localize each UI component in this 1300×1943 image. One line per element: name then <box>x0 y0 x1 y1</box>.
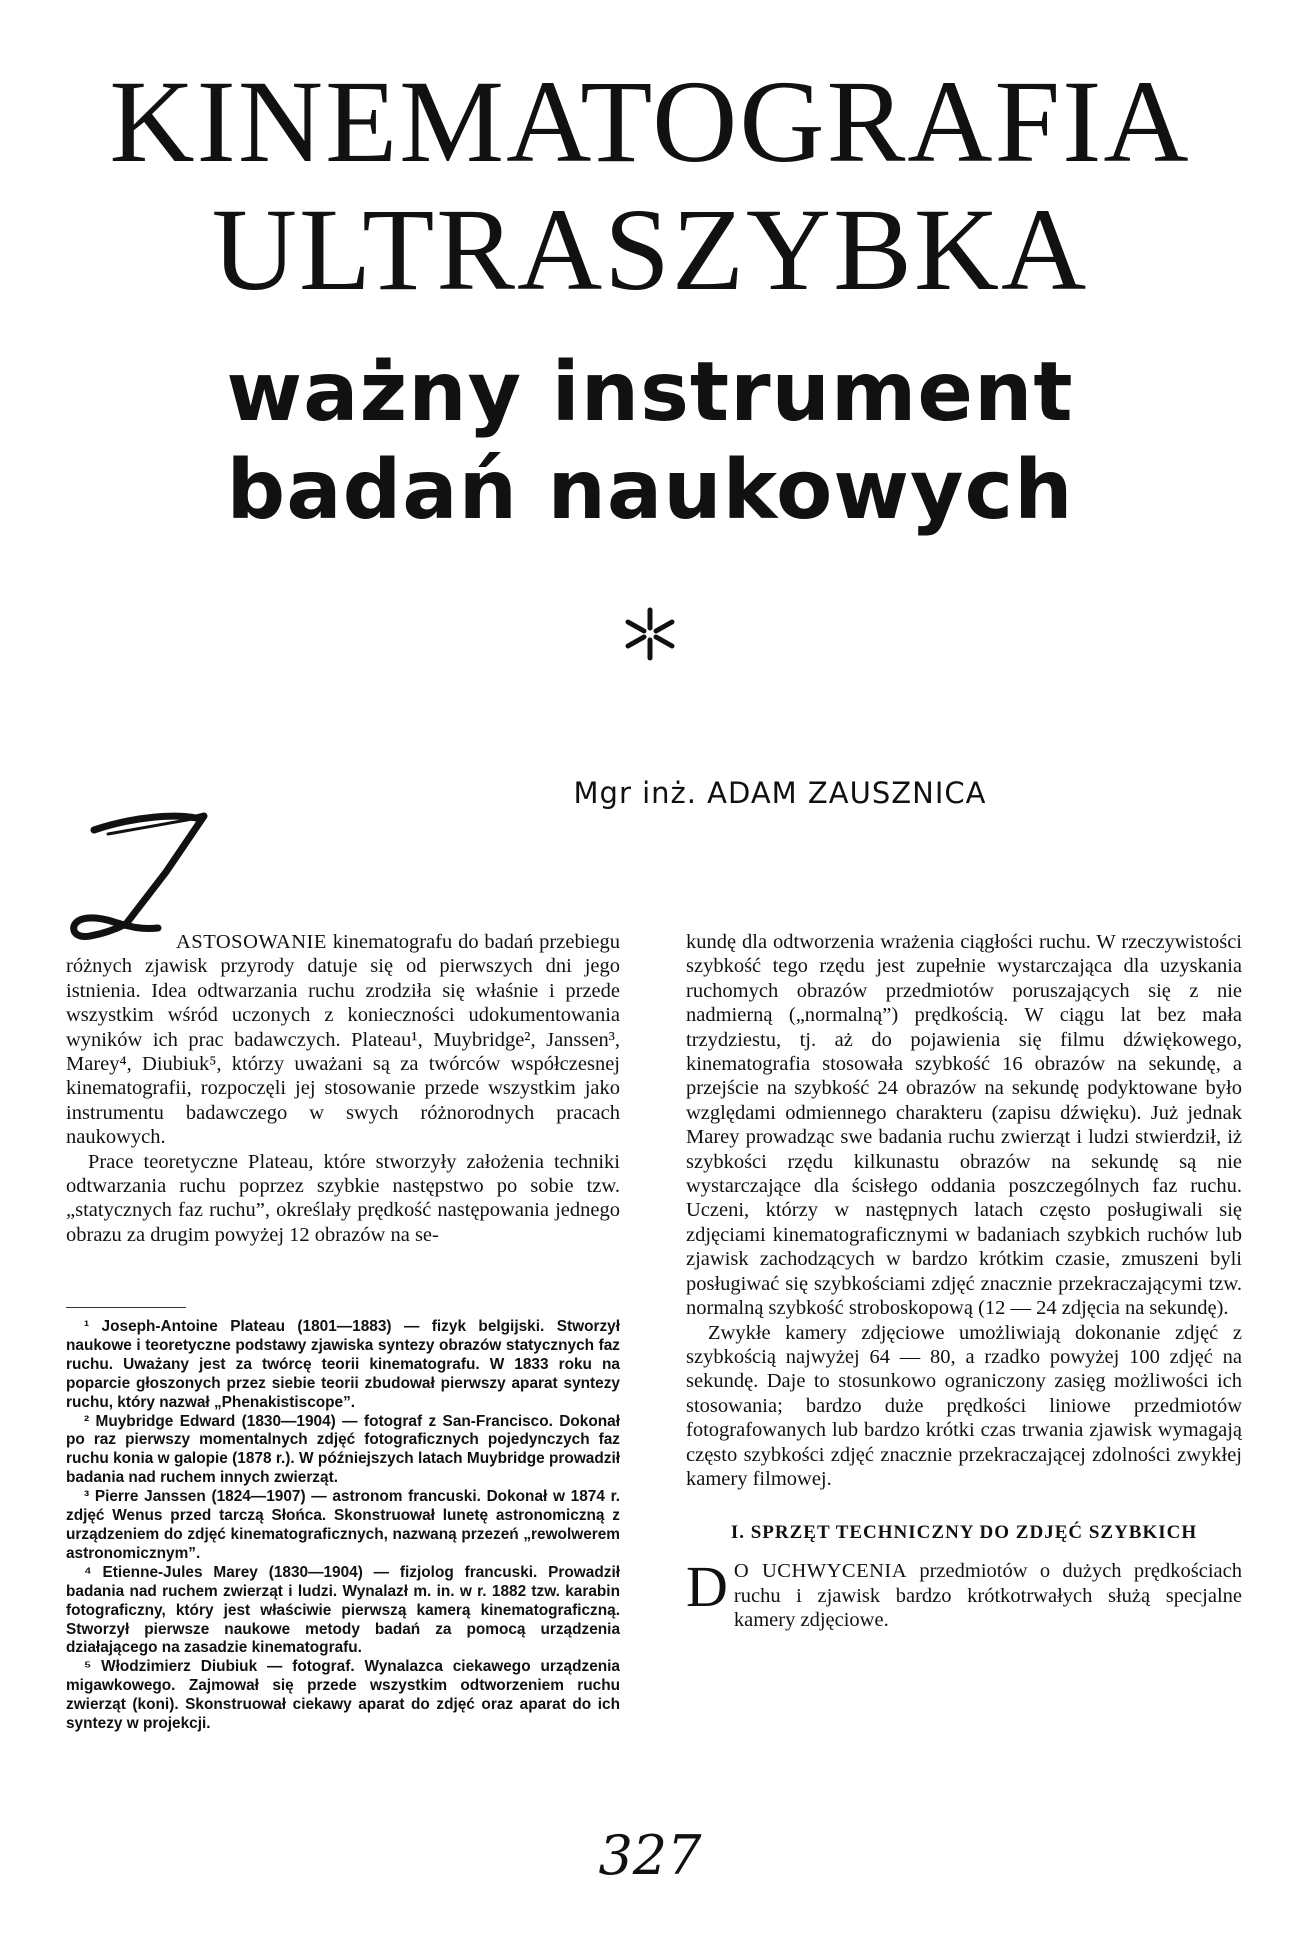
footnote-divider <box>66 1307 186 1308</box>
footnote: ⁴ Etienne-Jules Marey (1830—1904) — fizjolog francuski. Prowadził badania nad ruchem zwierząt i ludzi. Wynalazł m. in. w r. 1882 tzw. karabin fotograficzny, który jest właściwie pierwszą kamerą kinematograficzną. Stworzył pierwsze naukowe metody badań za pomocą urządzenia działającego na zasadzie kinematografu. <box>66 1563 620 1657</box>
left-column <box>66 930 620 1247</box>
subtitle-line-1: ważny instrument <box>226 345 1074 440</box>
drop-cap-d: D <box>686 1554 728 1620</box>
footnote: ¹ Joseph-Antoine Plateau (1801—1883) — fizyk belgijski. Stworzył naukowe i teoretyczne podstawy zjawiska syntezy obrazów statycznych faz ruchu. Uważany jest za twórcę teorii kinematografu. W 1833 roku na poparcie głoszonych przez siebie teorii zbudował pierwszy aparat syntezy ruchu, który nazwał „Phenakistiscope”. <box>66 1318 620 1411</box>
footnote: ⁵ Włodzimierz Diubiuk — fotograf. Wynalazca ciekawego urządzenia migawkowego. Zajmował się przede wszystkim odtworzeniem ruchu zwierząt (koni). Skonstruował ciekawy aparat do zdjęć oraz aparat do ich syntezy w projekcji. <box>66 1658 620 1733</box>
title-line-1: KINEMATOGRAFIA <box>109 56 1191 187</box>
section-lead-words: O UCHWYCENIA <box>733 1560 908 1583</box>
author-byline: Mgr inż. ADAM ZAUSZNICA <box>573 776 987 810</box>
paragraph: Prace teoretyczne Plateau, które stworzyły założenia techniki odtwarzania ruchu poprzez szybkie następstwo po sobie tzw. „statycznych faz ruchu”, określały prędkość następowania jednego obrazu za drugim powyżej 12 obrazów na se- <box>66 1150 620 1246</box>
paragraph: Zwykłe kamery zdjęciowe umożliwiają dokonanie zdjęć z szybkością najwyżej 64 — 80, a rzadko powyżej 100 zdjęć na sekundę. Daje to stosunkowo ograniczony zasięg możliwości ich stosowania; bardzo duże prędkości liniowe przedmiotów fotografowanych lub bardzo krótki czas trwania zjawisk wymagają często szybkości zdjęć znacznie przekraczającej zdolności zwykłej kamery filmowej. <box>686 1321 1242 1490</box>
right-column <box>686 930 1242 1633</box>
subtitle-line-2: badań naukowych <box>226 443 1074 538</box>
footnote: ² Muybridge Edward (1830—1904) — fotograf z San-Francisco. Dokonał po raz pierwszy momentalnych zdjęć fotograficznych pojedynczych faz ruchu konia w galopie (1878 r.). W późniejszych latach Muybridge prowadził badania nad ruchem innych zwierząt. <box>66 1412 620 1487</box>
section-paragraph-text: przedmiotów o dużych prędkościach ruchu i zjawisk bardzo krótkotrwałych służą specjalne kamery zdjęciowe. <box>733 1560 1242 1632</box>
intro-paragraph <box>66 930 620 1150</box>
paragraph: kundę dla odtworzenia wrażenia ciągłości ruchu. W rzeczywistości szybkość tego rzędu jest zupełnie wystarczająca dla uzyskania ruchomych obrazów przedmiotów poruszających się z nie nadmierną („normalną”) prędkością. W ciągu lat bez mała trzydziestu, tj. aż do pojawienia się filmu dźwiękowego, kinematografia stosowała szybkość 16 obrazów na sekundę, a przejście na szybkość 24 obrazów na sekundę podyktowane było względami odmiennego charakteru (zapisu dźwięku). Już jednak Marey prowadząc swe badania ruchu zwierząt i ludzi stwierdził, iż szybkości rzędu kilkunastu obrazów na sekundę są nie wystarczające dla ścisłego oddania poszczególnych faz ruchu. Uczeni, którzy w następnych latach często posługiwali się zdjęciami kinematograficznymi w badaniach szybkich ruchów lub zjawisk zachodzących w bardzo krótkim czasie, zmuszeni byli posługiwać się szybkościami zdjęć znacznie przekraczającymi tzw. normalną szybkość stroboskopową (12 — 24 zdjęcia na sekundę). <box>686 931 1242 1320</box>
intro-lead-word: ASTOSOWANIE <box>176 931 327 953</box>
footnotes <box>66 1318 620 1734</box>
section-paragraph <box>686 1554 1242 1632</box>
section-heading: I. SPRZĘT TECHNICZNY DO ZDJĘĆ SZYBKICH <box>730 1522 1198 1544</box>
title-line-2: ULTRASZYBKA <box>211 184 1089 315</box>
asterisk-ornament-icon <box>620 604 680 664</box>
intro-paragraph-text: kinematografu do badań przebiegu różnych zjawisk przyrody datuje się od pierwszych dni jego istnienia. Idea odtwarzania ruchu zrodziła się właśnie i przede wszystkim wśród uczonych z konieczności udokumentowania wyników ich prac badawczych. Plateau¹, Muybridge², Janssen³, Marey⁴, Diubiuk⁵, którzy uważani są za twórców współczesnej kinematografii, rozpoczęli jej stosowanie przede wszystkim jako instrumentu badawczego w swych różnorodnych pracach naukowych. <box>66 931 620 1149</box>
footnote: ³ Pierre Janssen (1824—1907) — astronom francuski. Dokonał w 1874 r. zdjęć Wenus przed tarczą Słońca. Skonstruował lunetę astronomiczną z urządzeniem do zdjęć kinematograficznych, nazwaną przezeń „rewolwerem astronomicznym”. <box>66 1488 620 1562</box>
page-number: 327 <box>598 1824 702 1887</box>
